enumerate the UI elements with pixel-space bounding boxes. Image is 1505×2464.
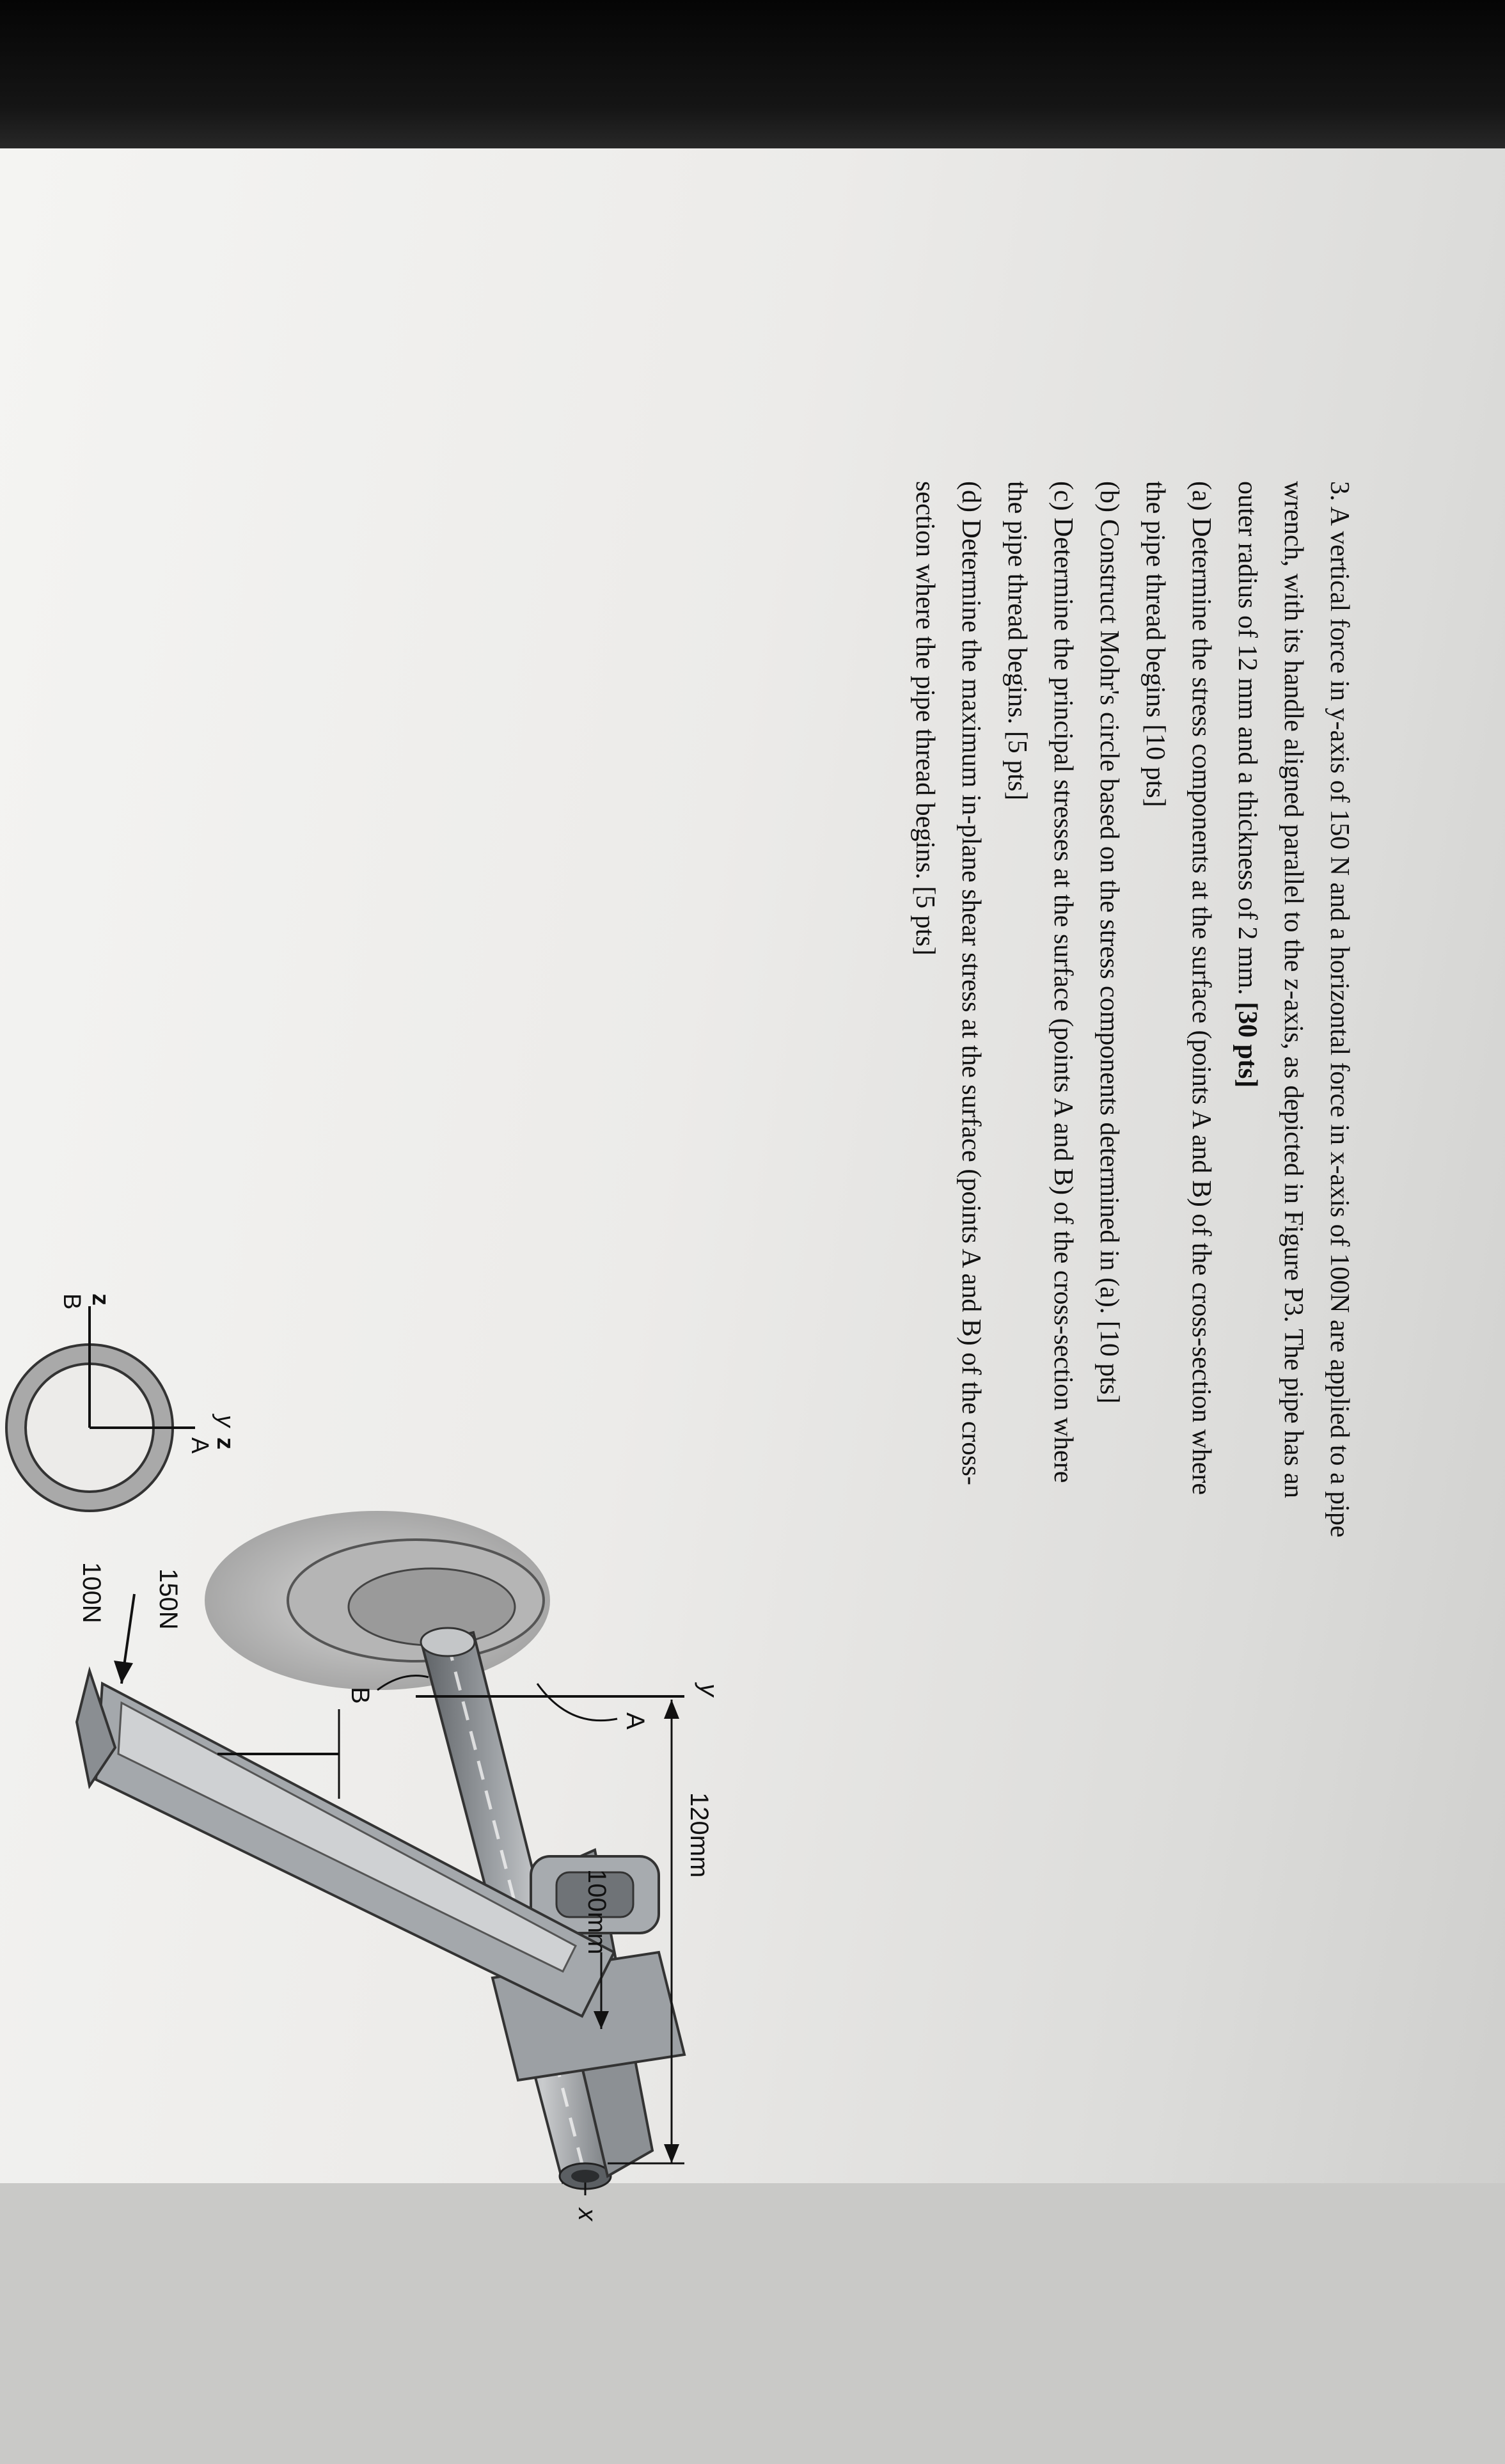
cs-label-a: A	[186, 1437, 213, 1454]
problem-number: 3.	[1325, 481, 1354, 501]
screen-area	[0, 148, 1505, 2221]
document-page	[0, 481, 1362, 2464]
part-d-line-2: section where the pipe thread begins. [5 pts]	[910, 481, 940, 956]
axis-label-y: y	[695, 1684, 723, 1696]
axis-label-x: x	[573, 2208, 601, 2221]
point-b-label: B	[346, 1687, 374, 1704]
force-100n	[77, 1562, 134, 1684]
monitor-bezel	[0, 0, 1505, 154]
cs-label-y: y	[212, 1415, 239, 1427]
part-a-line-1: (a) Determine the stress components at the surface (points A and B) of the cross-section where	[1186, 481, 1216, 1496]
cs-label-z-top: z	[212, 1437, 239, 1449]
wrench-handle	[77, 1671, 614, 2016]
force-100n-label: 100N	[77, 1562, 106, 1623]
cs-label-b: B	[58, 1293, 85, 1310]
force-150n-label: 150N	[154, 1568, 182, 1630]
figure-p3	[0, 481, 1362, 2464]
cross-section	[0, 1031, 239, 1511]
part-b-line: (b) Construct Mohr's circle based on the stress components determined in (a). [10 pts]	[1094, 481, 1124, 1404]
part-d-line-1: (d) Determine the maximum in-plane shear stress at the surface (points A and B) of the cross-	[956, 481, 986, 1485]
total-points: [30 pts]	[1233, 1002, 1262, 1088]
part-c-line-1: (c) Determine the principal stresses at the surface (points A and B) of the cross-section where	[1048, 481, 1078, 1483]
problem-line-1: 3. A vertical force in y-axis of 150 N and a horizontal force in x-axis of 100N are applied to a pipe	[1325, 481, 1354, 1538]
cs-label-z-left: z	[87, 1293, 114, 1306]
dim-100-label: 100mm	[583, 1869, 611, 1955]
dim-120-label: 120mm	[685, 1792, 713, 1878]
part-a-line-2: the pipe thread begins [10 pts]	[1140, 481, 1170, 807]
part-c-line-2: the pipe thread begins. [5 pts]	[1002, 481, 1032, 801]
problem-line-3: outer radius of 12 mm and a thickness of 2 mm. [30 pts]	[1233, 481, 1262, 1088]
problem-line-2: wrench, with its handle aligned parallel to the z-axis, as depicted in Figure P3. The pipe has an	[1279, 481, 1308, 1499]
point-a-leader	[537, 1684, 617, 1721]
point-a-label: A	[621, 1712, 649, 1730]
